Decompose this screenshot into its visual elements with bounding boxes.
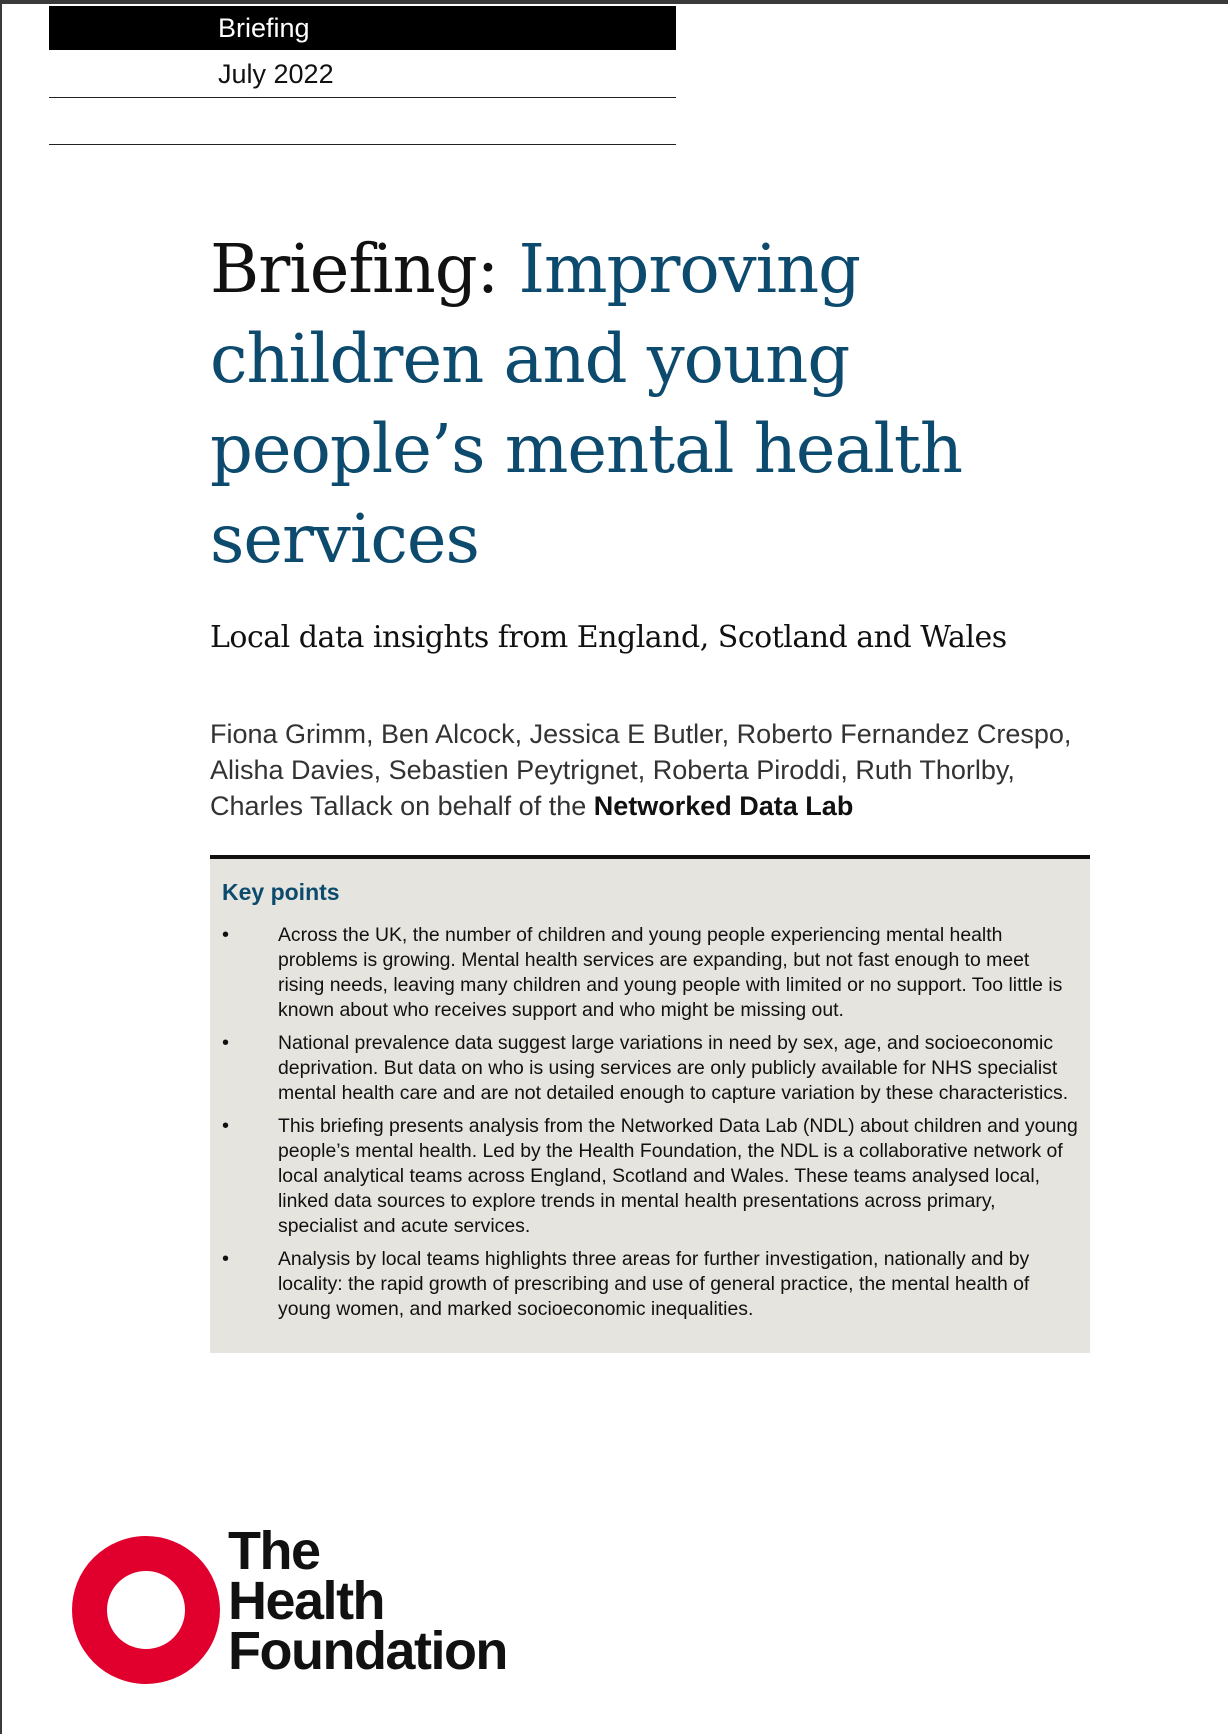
document-subtitle: Local data insights from England, Scotland and Wales <box>210 620 1007 655</box>
key-point-item <box>210 1031 1090 1106</box>
header-rule-top <box>49 97 676 98</box>
bullet-icon: • <box>222 1115 230 1137</box>
key-points-heading: Key points <box>222 879 340 905</box>
key-points-list <box>210 923 1090 1330</box>
logo-line-3: Foundation <box>228 1621 507 1681</box>
key-point-item <box>210 1114 1090 1239</box>
title-main: Improving children and young people’s mental health services <box>210 230 963 578</box>
bullet-icon: • <box>222 924 230 946</box>
author-names: Fiona Grimm, Ben Alcock, Jessica E Butler, Roberto Fernandez Crespo, Alisha Davies, Sebastien Peytrignet, Roberta Piroddi, Ruth Thorlby, Charles Tallack on behalf of the <box>210 719 1072 821</box>
key-point-text: This briefing presents analysis from the Networked Data Lab (NDL) about children and young people’s mental health. Led by the Health Foundation, the NDL is a collaborative network of local analytical teams across England, Scotland and Wales. These teams analysed local, linked data sources to explore trends in mental health presentations across primary, specialist and acute services. <box>278 1115 1078 1237</box>
logo-line-2: Health <box>228 1571 385 1631</box>
logo-line-1: The <box>228 1521 320 1581</box>
author-list <box>210 716 1110 824</box>
header-rule-bottom <box>49 144 676 145</box>
author-organisation: Networked Data Lab <box>593 791 854 821</box>
key-point-item <box>210 923 1090 1023</box>
doc-type-bar <box>49 6 676 50</box>
doc-type-label: Briefing <box>218 13 310 43</box>
key-point-item <box>210 1247 1090 1322</box>
key-points-box <box>210 855 1090 1353</box>
key-point-text: Analysis by local teams highlights three areas for further investigation, nationally and by locality: the rapid growth of prescribing and use of general practice, the mental health of young women, and marked socioeconomic inequalities. <box>278 1248 1030 1320</box>
publication-date: July 2022 <box>218 59 334 89</box>
logo-ring-icon <box>72 1536 220 1684</box>
title-lead: Briefing: <box>210 230 499 308</box>
document-title <box>210 224 970 584</box>
bullet-icon: • <box>222 1248 230 1270</box>
logo-wordmark <box>228 1521 507 1681</box>
key-point-text: National prevalence data suggest large variations in need by sex, age, and socioeconomic deprivation. But data on who is using services are only publicly available for NHS specialist mental health care and are not detailed enough to capture variation by these characteristics. <box>278 1032 1069 1104</box>
health-foundation-logo <box>72 1521 552 1686</box>
bullet-icon: • <box>222 1032 230 1054</box>
key-point-text: Across the UK, the number of children and young people experiencing mental health problems is growing. Mental health services are expanding, but not fast enough to meet rising needs, leaving many children and young people with limited or no support. Too little is known about who receives support and who might be missing out. <box>278 924 1063 1021</box>
